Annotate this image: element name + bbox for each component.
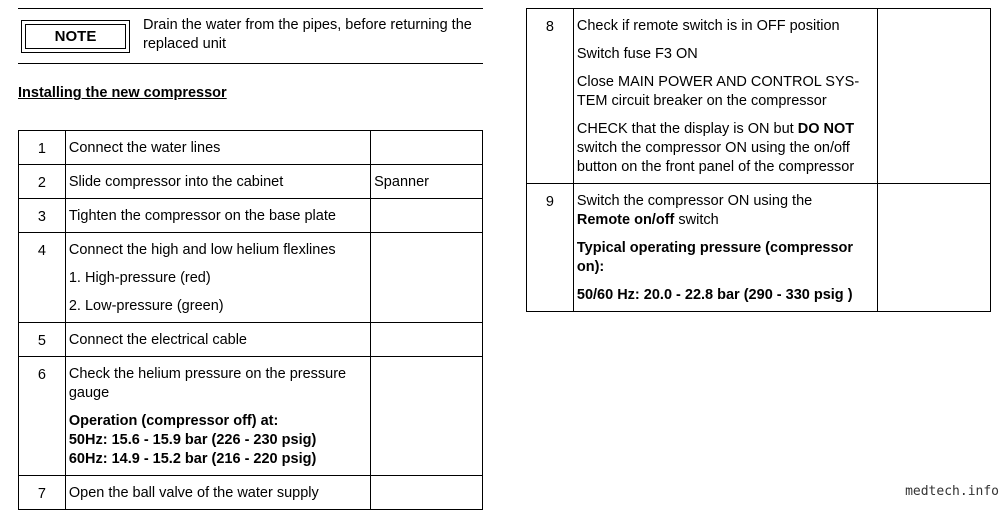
table-row	[19, 233, 483, 323]
step-description: Slide compressor into the cabinet	[65, 165, 370, 199]
pressure-spec: 60Hz: 14.9 - 15.2 bar (216 - 220 psig)	[68, 451, 317, 467]
pressure-spec: 50/60 Hz: 20.0 - 22.8 bar (290 - 330 psig )	[576, 287, 853, 303]
step-description: Switch the compressor ON using the Remote on/off switch Typical operating pressure (compressor on): 50/60 Hz: 20.0 - 22.8 bar (290 - 330 psig )	[573, 184, 877, 312]
remote-switch-label: Remote on/off	[576, 212, 675, 228]
pressure-spec: on):	[576, 259, 605, 275]
step-tool	[371, 131, 483, 165]
step-tool	[371, 233, 483, 323]
step-tool	[878, 9, 991, 184]
table-row	[527, 9, 991, 184]
table-row	[19, 199, 483, 233]
table-row	[19, 323, 483, 357]
step-description: Check the helium pressure on the pressure gauge Operation (compressor off) at: 50Hz: 15.6 - 15.9 bar (226 - 230 psig) 60Hz: 14.9 - 15.2 bar (216 - 220 psig)	[65, 357, 370, 476]
step-number: 1	[19, 131, 66, 165]
pressure-spec: Operation (compressor off) at:	[68, 413, 279, 429]
right-steps-table	[526, 8, 991, 312]
step-description: Tighten the compressor on the base plate	[65, 199, 370, 233]
table-row	[19, 165, 483, 199]
step-number: 9	[527, 184, 574, 312]
step-tool	[371, 476, 483, 510]
note-top-rule	[18, 8, 483, 9]
step-number: 4	[19, 233, 66, 323]
pressure-spec: 50Hz: 15.6 - 15.9 bar (226 - 230 psig)	[68, 432, 317, 448]
step-number: 5	[19, 323, 66, 357]
watermark: medtech.info	[905, 484, 999, 499]
step-tool	[371, 199, 483, 233]
note-bottom-rule	[18, 63, 483, 64]
step-tool	[371, 323, 483, 357]
step-description: Connect the electrical cable	[65, 323, 370, 357]
step-number: 3	[19, 199, 66, 233]
sub-item: 2. Low-pressure (green)	[68, 298, 224, 314]
step-tool: Spanner	[371, 165, 483, 199]
step-number: 2	[19, 165, 66, 199]
pressure-spec: Typical operating pressure (compressor	[576, 240, 854, 256]
note-label: NOTE	[25, 24, 126, 49]
step-number: 6	[19, 357, 66, 476]
step-number: 8	[527, 9, 574, 184]
note-text: Drain the water from the pipes, before returning the replaced unit	[143, 17, 472, 52]
step-description: Open the ball valve of the water supply	[65, 476, 370, 510]
step-description: Check if remote switch is in OFF position Switch fuse F3 ON Close MAIN POWER AND CONTROL SYS- TEM circuit breaker on the compressor CHECK that the display is ON but DO NOT switch the compressor ON using the on/off button on the front panel of the compressor	[573, 9, 877, 184]
left-steps-table	[18, 130, 483, 510]
section-heading: Installing the new compressor	[18, 85, 227, 101]
step-number: 7	[19, 476, 66, 510]
warning-emphasis: DO NOT	[797, 121, 855, 137]
table-row	[19, 357, 483, 476]
step-tool	[878, 184, 991, 312]
table-row	[19, 131, 483, 165]
note-label-box	[21, 20, 130, 53]
table-row	[19, 476, 483, 510]
step-description: Connect the water lines	[65, 131, 370, 165]
step-description: Connect the high and low helium flexlines 1. High-pressure (red) 2. Low-pressure (green)	[65, 233, 370, 323]
table-row	[527, 184, 991, 312]
step-tool	[371, 357, 483, 476]
sub-item: 1. High-pressure (red)	[68, 270, 211, 286]
